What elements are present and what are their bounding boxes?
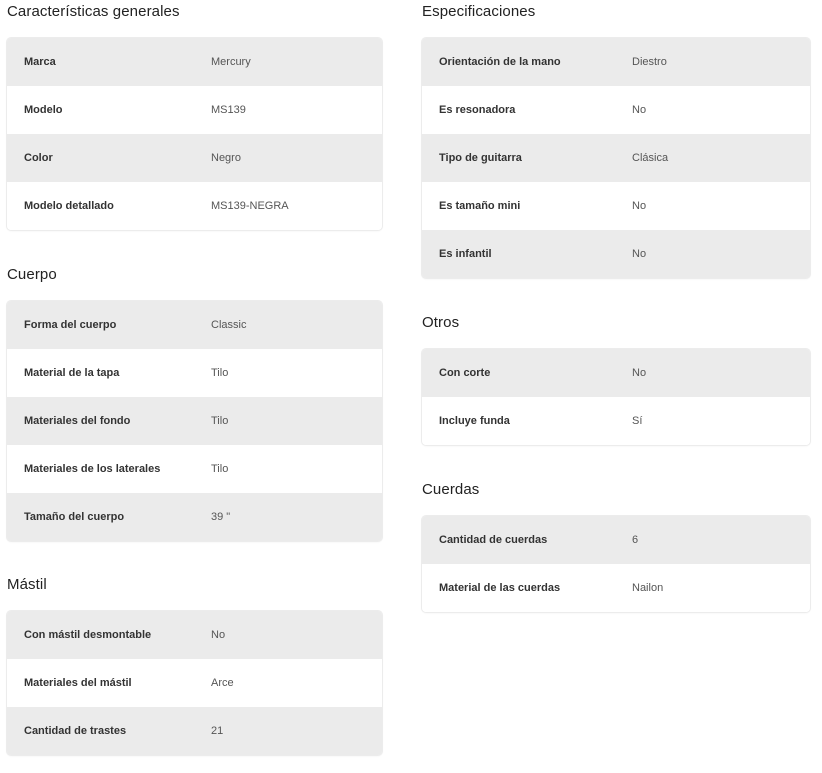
table-row [422,397,810,445]
spec-label: Cantidad de cuerdas [439,534,548,546]
spec-value: Classic [211,319,247,331]
spec-value: 39 " [211,511,231,523]
table-row [422,564,810,612]
spec-label: Cantidad de trastes [24,725,127,737]
table-row [7,445,382,493]
table-row [7,611,382,659]
section-title: Especificaciones [422,3,536,20]
spec-value: No [632,200,647,212]
spec-label: Tipo de guitarra [439,152,522,164]
table-row [422,38,810,86]
table-row [7,707,382,755]
table-row [7,134,382,182]
spec-label: Forma del cuerpo [24,319,117,331]
spec-table [7,301,382,541]
spec-label: Es tamaño mini [439,200,521,212]
spec-label: Materiales de los laterales [24,463,161,475]
spec-label: Tamaño del cuerpo [24,511,125,523]
spec-label: Marca [24,56,56,68]
table-row [422,516,810,564]
spec-value: No [632,248,647,260]
spec-value: 6 [632,534,639,546]
section-caracteristicas-generales [7,0,382,230]
spec-table [422,516,810,612]
section-cuerdas [422,478,810,612]
section-title: Cuerpo [7,266,57,283]
section-cuerpo [7,263,382,541]
table-row [7,86,382,134]
spec-value: MS139-NEGRA [211,200,289,212]
section-title: Cuerdas [422,481,480,498]
spec-value: Tilo [211,463,229,475]
table-row [422,230,810,278]
right-column [422,0,810,612]
spec-table [7,611,382,755]
section-title: Otros [422,314,460,331]
spec-value: No [211,629,226,641]
spec-label: Materiales del fondo [24,415,131,427]
spec-table [7,38,382,230]
spec-value: Sí [632,415,643,427]
spec-value: MS139 [211,104,246,116]
spec-value: Arce [211,677,234,689]
spec-label: Es resonadora [439,104,516,116]
table-row [7,349,382,397]
table-row [7,301,382,349]
spec-label: Es infantil [439,248,492,260]
spec-value: Mercury [211,56,251,68]
spec-value: Clásica [632,152,669,164]
table-row [7,397,382,445]
spec-label: Material de la tapa [24,367,120,379]
spec-value: No [632,367,647,379]
spec-label: Materiales del mástil [24,677,132,689]
table-row [422,349,810,397]
table-row [422,86,810,134]
spec-label: Con corte [439,367,491,379]
spec-value: No [632,104,647,116]
section-especificaciones [422,0,810,278]
spec-label: Incluye funda [439,415,510,427]
spec-label: Modelo detallado [24,200,114,212]
table-row [7,38,382,86]
table-row [7,493,382,541]
left-column [7,0,382,755]
spec-label: Modelo [24,104,63,116]
spec-value: Nailon [632,582,664,594]
section-mastil [7,573,382,755]
spec-table [422,349,810,445]
spec-label: Material de las cuerdas [439,582,561,594]
spec-value: Tilo [211,367,229,379]
spec-label: Con mástil desmontable [24,629,152,641]
spec-label: Color [24,152,53,164]
spec-value: Diestro [632,56,667,68]
spec-value: Tilo [211,415,229,427]
table-row [7,182,382,230]
section-title: Mástil [7,576,47,593]
section-otros [422,311,810,445]
spec-table [422,38,810,278]
spec-label: Orientación de la mano [439,56,561,68]
table-row [422,134,810,182]
spec-value: Negro [211,152,241,164]
spec-value: 21 [211,725,224,737]
table-row [7,659,382,707]
section-title: Características generales [7,3,180,20]
table-row [422,182,810,230]
